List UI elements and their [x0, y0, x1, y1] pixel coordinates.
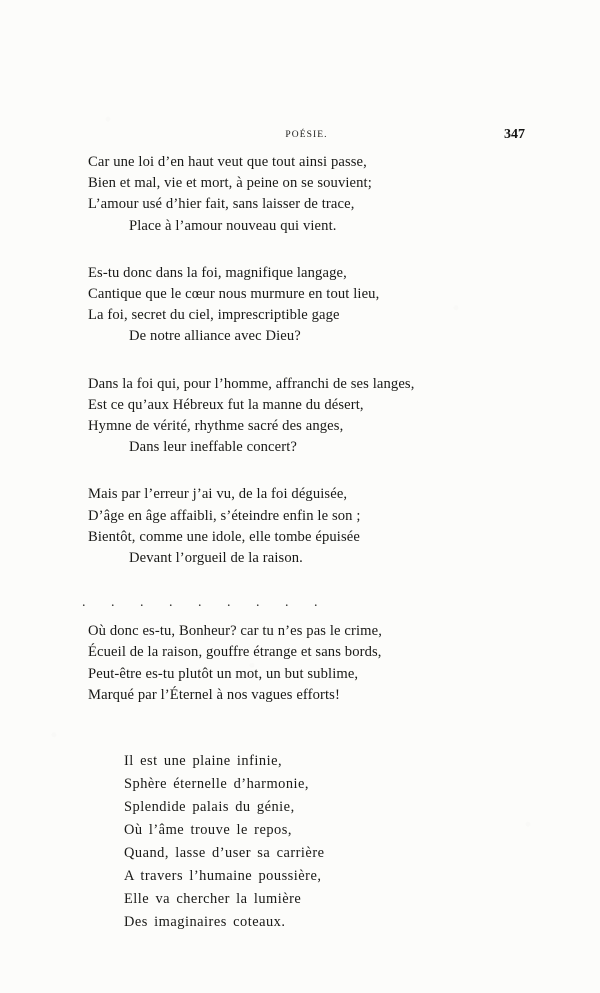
poem-line: Bien et mal, vie et mort, à peine on se souvient;	[88, 175, 372, 192]
poem-line: Mais par l’erreur j’ai vu, de la foi déguisée,	[88, 486, 348, 503]
separator-dots: . . . . . . . . .	[82, 595, 329, 611]
poem-line: Hymne de vérité, rhythme sacré des anges,	[88, 418, 344, 435]
poem-line: Elle va chercher la lumière	[124, 891, 302, 908]
poem-line: Place à l’amour nouveau qui vient.	[129, 217, 337, 234]
poem-line: Peut-être es-tu plutôt un mot, un but sublime,	[88, 665, 359, 682]
poem-line: Quand, lasse d’user sa carrière	[124, 845, 325, 862]
poem-line: Es-tu donc dans la foi, magnifique langage,	[88, 264, 347, 281]
stanza	[88, 152, 518, 237]
spacer	[88, 611, 518, 621]
stanza	[88, 484, 518, 569]
poem-line: Sphère éternelle d’harmonie,	[124, 776, 310, 793]
poem-body	[82, 152, 518, 934]
poem-line: A travers l’humaine poussière,	[124, 868, 322, 885]
poem-line: Devant l’orgueil de la raison.	[129, 550, 303, 567]
poem-line: Cantique que le cœur nous murmure en tout lieu,	[88, 286, 380, 303]
poem-line: Écueil de la raison, gouffre étrange et sans bords,	[88, 644, 382, 661]
poem-line: Car une loi d’en haut veut que tout ainsi passe,	[88, 154, 367, 170]
poem-line: Splendide palais du génie,	[124, 799, 295, 816]
poem-line: Marqué par l’Éternel à nos vagues efforts!	[88, 686, 340, 703]
stanza	[88, 621, 518, 706]
running-head: POÉSIE.	[285, 130, 328, 140]
page-header	[88, 127, 525, 148]
poem-line: Est ce qu’aux Hébreux fut la manne du désert,	[88, 396, 364, 413]
poem-line: Où donc es-tu, Bonheur? car tu n’es pas le crime,	[88, 623, 383, 640]
stanza	[88, 263, 518, 348]
poem-line: D’âge en âge affaibli, s’éteindre enfin le son ;	[88, 507, 361, 524]
poem-line: L’amour usé d’hier fait, sans laisser de trace,	[88, 196, 355, 213]
poem-line: Bientôt, comme une idole, elle tombe épuisée	[88, 528, 360, 545]
poem-line: Dans la foi qui, pour l’homme, affranchi de ses langes,	[88, 375, 415, 392]
envoi-stanza	[88, 750, 518, 934]
poem-line: Dans leur ineffable concert?	[129, 439, 297, 456]
page-number: 347	[504, 127, 525, 142]
poem-line: Il est une plaine infinie,	[124, 753, 283, 770]
stanza	[88, 374, 518, 459]
poem-line: Où l’âme trouve le repos,	[124, 822, 292, 839]
poem-line: Des imaginaires coteaux.	[124, 914, 286, 931]
section-separator	[82, 595, 518, 611]
poem-line: De notre alliance avec Dieu?	[129, 328, 301, 345]
poem-line: La foi, secret du ciel, imprescriptible gage	[88, 307, 340, 324]
